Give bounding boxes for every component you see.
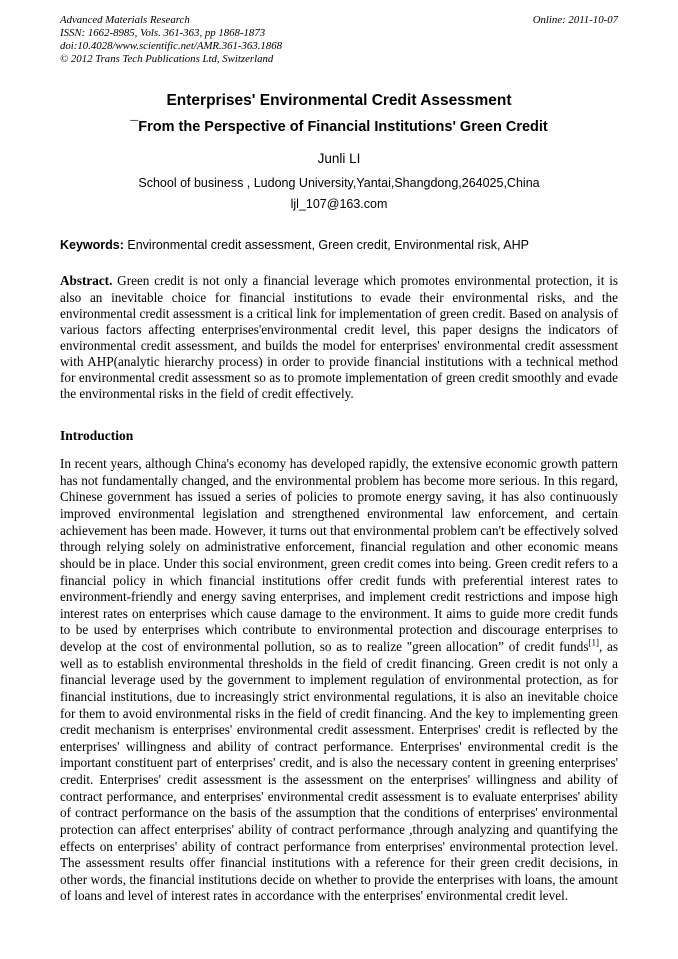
paper-title: Enterprises' Environmental Credit Assessment: [166, 91, 512, 109]
abstract-paragraph: [60, 273, 618, 402]
journal-name: Advanced Materials Research: [60, 14, 190, 26]
keywords-label: Keywords:: [60, 237, 124, 252]
author-affiliation: School of business , Ludong University,Yantai,Shangdong,264025,China: [138, 175, 540, 190]
journal-header: [60, 14, 618, 66]
author-name: Junli LI: [317, 150, 361, 166]
abstract-text: Green credit is not only a financial leverage which promotes environmental protection, it is also an inevitable choice for financial institutions to evade their environmental risks, and the environmental credit assessment is a critical link for implementation of green credit. Based on analysis of various factors affecting enterprises'environmental credit level, this paper designs the indicators of environmental credit assessment, and builds the model for enterprises' environmental credit assessment with AHP(analytic hierarchy process) in order to provide financial institutions with a technical method for environmental credit assessment so as to promote implementation of green credit smoothly and evade the environmental risks in the field of credit effectively.: [60, 273, 618, 402]
abstract-label: Abstract.: [60, 273, 113, 289]
online-date: Online: 2011-10-07: [532, 14, 618, 26]
section-heading-introduction: Introduction: [60, 428, 134, 444]
journal-issn-line: ISSN: 1662-8985, Vols. 361-363, pp 1868-1873: [60, 26, 266, 39]
keywords-text: Environmental credit assessment, Green credit, Environmental risk, AHP: [123, 237, 529, 252]
introduction-text-part2: , as well as to establish environmental thresholds in the field of credit financing. Green credit is not only a financial leverage used by the government to implement regulation of environmental protection, as for financial institutions, due to increasingly strict environmental regulations, it is also an inevitable choice for them to avoid environmental risks in the field of credit financing. And the key to implementing green credit mechanism is enterprises' environmental credit assessment. Enterprises' credit is reflected by the enterprises' willingness and ability of contract performance. Enterprises' environmental credit is the important constituent part of enterprises' credit, and is also the necessary content in greening enterprises' credit. Enterprises' credit assessment is the assessment on the enterprises' willingness and ability of contract performance, and enterprises' environmental credit assessment is to evaluate enterprises' ability of contract performance on the basis of the assumption that the conditions of enterprises' environmental protection can affect enterprises' ability of contract performance ,through analyzing and quantifying the effects on enterprises' ability of contract performance from enterprises' environmental protection level. The assessment results offer financial institutions with a reference for their green credit decisions, in other words, the financial institutions decide on whether to provide the enterprises with loans, the amount of loans and level of interest rates in accordance with the enterprises' environmental credit level.: [60, 639, 618, 904]
introduction-text-part1: In recent years, although China's economy has developed rapidly, the extensive economic growth pattern has not fundamentally changed, and the environmental problem has become more serious. In this regard, Chinese government has issued a series of policies to promote energy saving, it has also continuously improved environmental legislation and strengthened environmental law enforcement, and certain achievement has been made. However, it turns out that environmental problem can't be effectively solved through relying solely on administrative enforcement, financial regulation and other economic means should be in place. Under this social environment, green credit comes into being. Green credit refers to a financial policy in which financial institutions offer credit funds with preferential interest rates to environment-friendly and energy saving enterprises, and implement credit restrictions and impose high interest rates on enterprises which cause damage to the environment. It aims to guide more credit funds to be used by enterprises which contribute to environmental protection and discourage enterprises to develop at the cost of environmental pollution, so as to realize "green allocation” of credit funds: [60, 456, 618, 655]
keywords-line: [60, 238, 618, 254]
journal-header-left: [60, 14, 282, 66]
journal-doi-line: doi:10.4028/www.scientific.net/AMR.361-363.1868: [60, 39, 283, 52]
journal-copyright-line: © 2012 Trans Tech Publications Ltd, Switzerland: [60, 52, 274, 65]
citation-marker-1: [1]: [588, 637, 599, 648]
introduction-paragraph: [60, 456, 618, 905]
author-email: ljl_107@163.com: [290, 196, 388, 211]
paper-subtitle: ¯From the Perspective of Financial Institutions' Green Credit: [130, 118, 548, 135]
